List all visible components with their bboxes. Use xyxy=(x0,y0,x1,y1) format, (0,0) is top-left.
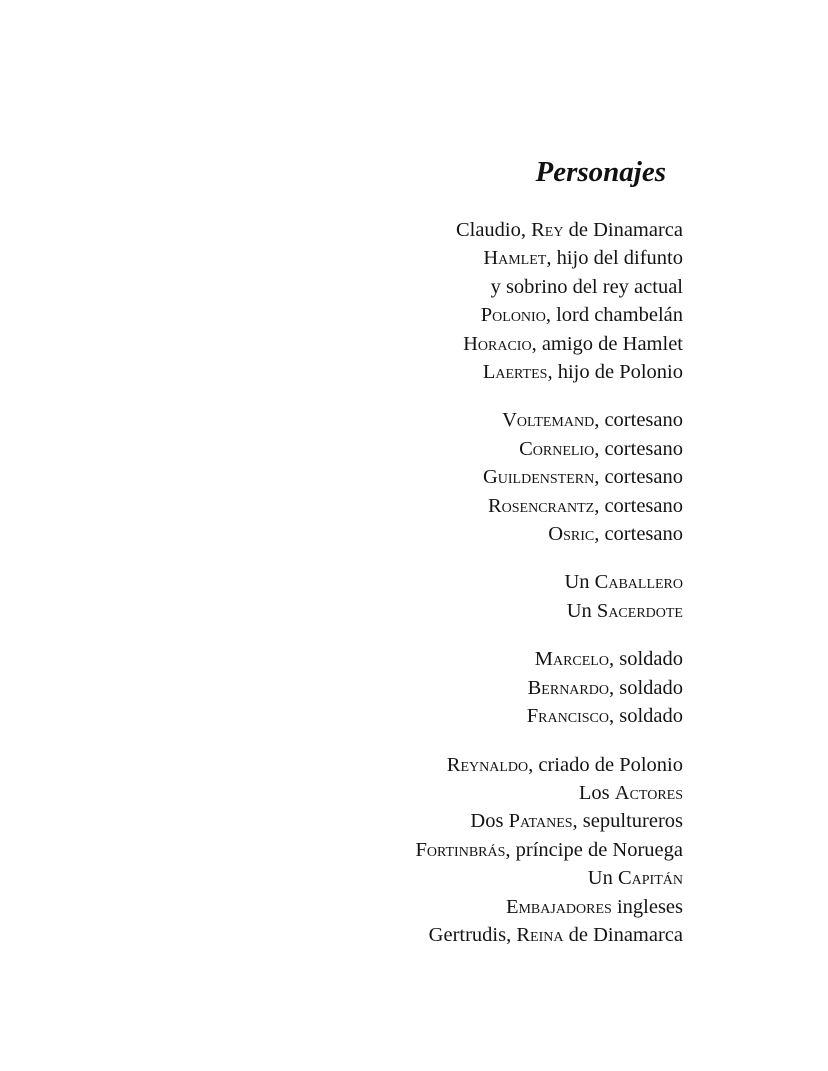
entry-description: , cortesano xyxy=(594,494,683,517)
entry-description: , cortesano xyxy=(594,409,683,432)
entry-prefix: Un xyxy=(566,599,597,622)
cast-entry xyxy=(416,864,684,892)
cast-entry xyxy=(416,330,684,358)
cast-entry xyxy=(416,807,684,835)
character-name: Actores xyxy=(614,781,683,804)
cast-group xyxy=(416,406,684,548)
cast-entry xyxy=(416,702,684,730)
character-name: Capitán xyxy=(617,867,683,890)
character-name: Guildenstern xyxy=(482,466,595,489)
character-name: Francisco xyxy=(526,705,609,728)
cast-list xyxy=(416,216,684,969)
entry-description: , soldado xyxy=(608,648,683,671)
character-name: Polonio xyxy=(480,304,546,327)
entry-description: ingleses xyxy=(611,895,683,918)
cast-entry xyxy=(416,463,684,491)
entry-prefix: Un xyxy=(564,571,595,594)
character-name: Caballero xyxy=(594,571,683,594)
character-name: Voltemand xyxy=(502,409,595,432)
cast-group xyxy=(416,645,684,730)
entry-description: , lord chambelán xyxy=(545,304,683,327)
character-name: Reynaldo xyxy=(446,753,529,776)
cast-entry xyxy=(416,836,684,864)
cast-entry xyxy=(416,301,684,329)
cast-entry xyxy=(416,645,684,673)
entry-description: , soldado xyxy=(608,676,683,699)
cast-entry xyxy=(416,216,684,244)
cast-group xyxy=(416,751,684,950)
cast-entry xyxy=(416,435,684,463)
cast-entry xyxy=(416,597,684,625)
character-name: Fortinbrás xyxy=(415,838,506,861)
character-name: Reina xyxy=(516,923,564,946)
character-name: Laertes xyxy=(482,361,548,384)
cast-entry xyxy=(416,893,684,921)
cast-entry xyxy=(416,406,684,434)
entry-description: , príncipe de Noruega xyxy=(505,838,683,861)
entry-description: , soldado xyxy=(608,705,683,728)
cast-entry xyxy=(416,568,684,596)
character-name: Sacerdote xyxy=(596,599,683,622)
character-name: Hamlet xyxy=(483,247,547,270)
entry-description: , cortesano xyxy=(594,523,683,546)
cast-entry xyxy=(416,273,684,301)
entry-description: de Dinamarca xyxy=(563,219,683,241)
entry-prefix: Claudio, xyxy=(455,219,532,241)
entry-prefix: Los xyxy=(578,781,615,804)
entry-description: , cortesano xyxy=(594,437,683,460)
cast-entry xyxy=(416,779,684,807)
entry-prefix: y sobrino del rey actual xyxy=(490,275,683,298)
entry-description: , amigo de Hamlet xyxy=(531,332,683,355)
cast-group xyxy=(416,216,684,386)
character-name: Patanes xyxy=(508,810,573,833)
page-title: Personajes xyxy=(535,156,666,188)
entry-description: , sepultureros xyxy=(572,810,683,833)
cast-group xyxy=(416,568,684,625)
entry-description: , cortesano xyxy=(594,466,683,489)
cast-entry xyxy=(416,244,684,272)
character-name: Rosencrantz xyxy=(487,494,595,517)
character-name: Horacio xyxy=(463,332,532,355)
character-name: Rey xyxy=(531,219,564,241)
cast-entry xyxy=(416,921,684,949)
entry-prefix: Un xyxy=(587,867,618,890)
character-name: Embajadores xyxy=(505,895,612,918)
character-name: Bernardo xyxy=(527,676,609,699)
entry-description: , hijo de Polonio xyxy=(547,361,683,384)
character-name: Osric xyxy=(548,523,595,546)
entry-description: , hijo del difunto xyxy=(546,247,683,270)
cast-entry xyxy=(416,492,684,520)
cast-entry xyxy=(416,358,684,386)
cast-entry xyxy=(416,674,684,702)
entry-description: de Dinamarca xyxy=(563,923,683,946)
character-name: Cornelio xyxy=(519,437,595,460)
cast-entry xyxy=(416,520,684,548)
character-name: Marcelo xyxy=(534,648,609,671)
entry-prefix: Dos xyxy=(470,810,509,833)
cast-entry xyxy=(416,751,684,779)
entry-prefix: Gertrudis, xyxy=(428,923,517,946)
entry-description: , criado de Polonio xyxy=(528,753,683,776)
